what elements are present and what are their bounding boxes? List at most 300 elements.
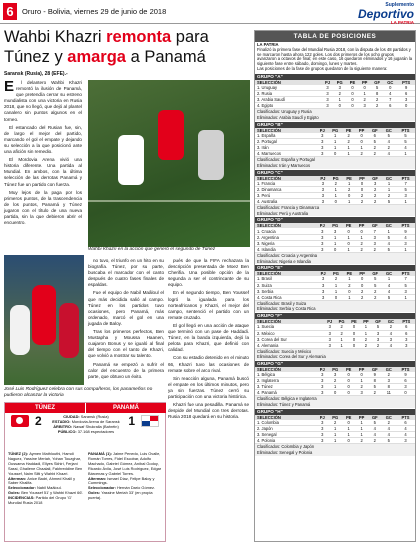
column-header: SELECCIÓN [255, 319, 324, 324]
table-cell: 3 [317, 192, 329, 198]
column-header: PP [356, 271, 369, 276]
table-cell: 3 [316, 372, 328, 378]
table-cell: 2 [343, 186, 356, 192]
article-column-1 [4, 80, 82, 228]
table-cell: 1 [328, 234, 342, 240]
table-cell: 2 [356, 288, 369, 294]
table-cell: 1 [342, 246, 355, 252]
column-header: PJ [316, 367, 328, 372]
group-table [255, 80, 415, 109]
table-cell: 4. Polonia [255, 438, 316, 444]
table-cell: 4 [382, 240, 397, 246]
standings-intro-text-2: Las posiciones de la fase de grupos quedaron de la siguiente manera: [257, 65, 388, 71]
table-cell: 1 [355, 234, 368, 240]
table-cell: 4. Australia [255, 198, 317, 204]
lineup-row-value: Jaime Penedo, Luis Ovalle, Román Torres, Fidel Escobar, Adolfo Machado, Gabriel Gómez, Aníbal Godoy, Ricardo Ávila, José Luis Rodríguez, Edgar Bárcenas y Gabriel Torres. [88, 451, 162, 476]
standings-intro [255, 42, 415, 73]
table-cell: 6 [398, 330, 415, 336]
standings-title: TABLA DE POSICIONES [255, 31, 415, 42]
column-header: PJ [316, 223, 328, 228]
table-cell: 1 [328, 432, 342, 438]
article-column-3 [168, 258, 249, 422]
table-cell: 0 [346, 85, 358, 91]
table-cell: 3 [322, 97, 333, 103]
table-cell: 2 [368, 192, 381, 198]
table-cell: 1 [396, 150, 415, 156]
table-cell: 3 [316, 426, 328, 432]
table-cell: 2. Japón [255, 426, 316, 432]
column-header: GC [383, 80, 397, 85]
article-paragraph: El gol llegó en una acción de ataque que terminó con un pase de Haddadi. Túnez, en la banda izquierda, dejó la pelota para Khazri, que definió con calidad. [168, 322, 249, 353]
table-cell: 2. Dinamarca [255, 186, 317, 192]
column-header: GF [371, 80, 384, 85]
table-header-row [255, 223, 415, 228]
table-cell: 3. Serbia [255, 288, 317, 294]
table-row [255, 438, 415, 444]
lineup-row-key: Seleccionador: [8, 485, 37, 491]
table-cell: 4 [382, 426, 397, 432]
column-header: PG [335, 319, 348, 324]
pitch-line [88, 200, 250, 202]
photo-caption: José Luis Rodríguez celebra con sus compañeros, los panameños no pudieron alcanzar la victoria [4, 387, 153, 398]
table-cell: 3 [316, 378, 328, 384]
table-cell: 7 [396, 276, 415, 282]
table-cell: 0 [328, 246, 342, 252]
table-cell: 3 [316, 228, 328, 234]
table-cell: 1 [355, 426, 368, 432]
column-header: PE [343, 271, 356, 276]
table-cell: 3 [316, 432, 328, 438]
article-paragraph: Tras los primeros perfectos, Ben Mustapha y Moussa Haanen, cuajaron Bonus y se igualó al final del tiempo con el tanto de Khazri, que volvió a mostrar su talento. [88, 329, 164, 359]
table-cell: 1 [355, 378, 368, 384]
column-header: PG [329, 176, 343, 181]
table-cell: 0 [356, 186, 369, 192]
table-cell: 9 [368, 372, 381, 378]
table-row [255, 342, 415, 348]
table-cell: 1 [382, 181, 396, 187]
standings-group [255, 265, 415, 312]
table-cell: 3 [317, 198, 329, 204]
headline-part: para [171, 28, 209, 46]
table-cell: 3 [322, 103, 333, 109]
table-cell: 5 [368, 420, 381, 426]
table-cell: 3. Nigeria [255, 240, 316, 246]
lineup-row-key: INCIDENCIAS: [8, 495, 36, 501]
table-cell: 2 [368, 144, 381, 150]
table-cell: 3 [316, 438, 328, 444]
table-cell: 1 [355, 432, 368, 438]
table-cell: 0 [397, 103, 415, 109]
column-header: GC [382, 415, 397, 420]
column-header: PE [343, 176, 356, 181]
column-header: PJ [317, 271, 329, 276]
table-cell: 4 [368, 432, 381, 438]
group-title: GRUPO "C" [255, 170, 415, 176]
standings-group [255, 313, 415, 360]
qualified-teams: Clasificados: Colombia y Japón [255, 444, 415, 450]
column-header: GC [382, 223, 397, 228]
table-cell: 0 [342, 372, 355, 378]
table-cell: 9 [396, 228, 415, 234]
table-cell: 3 [317, 181, 329, 187]
table-row [255, 294, 415, 300]
match-info-row-key: ESTADIO: [52, 418, 72, 424]
table-cell: 2 [333, 91, 346, 97]
table-cell: 5 [372, 324, 384, 330]
byline: Saransk (Rusia), 28 (EFE).- [4, 71, 68, 77]
standings-group [255, 74, 415, 121]
lineup-row-value: Ben Youssef 51' y Wahbi Khazri 66'. [21, 490, 84, 496]
table-cell: 6 [383, 103, 397, 109]
table-cell: 1. Bélgica [255, 372, 316, 378]
eliminated-teams: Eliminados: Serbia y Costa Rica [255, 306, 415, 312]
table-cell: 3 [355, 390, 368, 396]
table-cell: 3. Senegal [255, 432, 316, 438]
table-cell: 3 [382, 378, 397, 384]
table-cell: 3 [322, 91, 333, 97]
table-cell: 1 [396, 294, 415, 300]
standings-source: LA PATRIA [257, 42, 279, 47]
table-cell: 3. Túnez [255, 384, 316, 390]
article-paragraph: Sin reacción alguna, Panamá buscó el empate en los últimos minutos, pero ya sin fuerzas. Túnez cerró su participación con una victoria histórica. [168, 375, 249, 399]
article-paragraph: Muy lejos de la paga por los primeros puntos, de la trascendencia de los puntos, Panamá y Túnez jugaron con el título de una nueva partida, sin la que debieron abrir el encuentro. [4, 189, 82, 226]
standings-intro-text: Finalizó la primera fase del Mundial Rusia 2018, con la disputa de los 48 partidos y se marcaron hasta ahora 122 goles. Los dos primeros de los ocho grupos avanzaron a octavos de final; en este caso, 16 quedaron eliminados y 16 jugarán la siguiente fase entre sábado, domingo, lunes y martes. [257, 46, 413, 67]
table-cell: 2 [328, 420, 342, 426]
table-cell: 1 [343, 294, 356, 300]
table-cell: 0 [342, 228, 355, 234]
table-cell: 0 [329, 198, 343, 204]
table-cell: 1 [342, 150, 355, 156]
table-cell: 5 [382, 133, 397, 139]
player-figure [59, 303, 79, 358]
table-cell: 3 [328, 372, 342, 378]
table-cell: 4 [396, 144, 415, 150]
table-cell: 3 [316, 420, 328, 426]
table-row [255, 150, 415, 156]
table-cell: 0 [343, 192, 356, 198]
column-header: PG [329, 271, 343, 276]
table-cell: 1 [355, 144, 368, 150]
table-cell: 0 [348, 336, 360, 342]
team-left-name: TÚNEZ [5, 403, 85, 413]
column-header: GF [368, 367, 381, 372]
article-paragraph: Fue el equipo de Nabil Maâloul el que más decidida salió al campo. Túnez en los partidos tuvo ocasiones, pero Panamá, más ordenado, marcó el gol en una jugada de Baloy. [88, 290, 164, 326]
table-cell: 4 [382, 432, 397, 438]
table-cell: 2 [342, 133, 355, 139]
column-header: PG [333, 80, 346, 85]
standings-panel [254, 30, 416, 542]
column-header: PJ [322, 80, 333, 85]
column-header: SELECCIÓN [255, 223, 316, 228]
table-cell: 0 [356, 282, 369, 288]
match-info-row-key: CIUDAD: [63, 414, 81, 419]
table-cell: 3 [316, 384, 328, 390]
table-cell: 3 [398, 336, 415, 342]
table-cell: 0 [348, 342, 360, 348]
headline-highlight: remonta [106, 28, 172, 46]
eliminated-teams: Eliminados: Perú y Australia [255, 211, 415, 217]
column-header: SELECCIÓN [255, 176, 317, 181]
table-cell: 5 [396, 282, 415, 288]
table-cell: 2 [382, 420, 397, 426]
column-header: PP [355, 415, 368, 420]
table-cell: 6 [397, 91, 415, 97]
table-cell: 3 [316, 234, 328, 240]
table-cell: 2 [355, 246, 368, 252]
table-cell: 7 [368, 228, 381, 234]
table-cell: 3 [368, 181, 381, 187]
group-table [255, 415, 415, 444]
lineup-row [88, 491, 166, 501]
lineup-row-value: Nabil Maâloul. [36, 485, 62, 491]
column-header: PTS [396, 367, 415, 372]
table-cell: 2 [335, 330, 348, 336]
column-header: PJ [316, 128, 328, 133]
table-cell: 1 [329, 186, 343, 192]
table-cell: 2. Rusia [255, 91, 322, 97]
column-header: PTS [396, 415, 415, 420]
table-cell: 0 [343, 288, 356, 294]
column-header: PP [355, 223, 368, 228]
table-cell: 3 [317, 282, 329, 288]
table-cell: 2 [368, 246, 381, 252]
table-cell: 1. Francia [255, 181, 317, 187]
table-cell: 0 [355, 133, 368, 139]
table-cell: 4. Alemania [255, 342, 324, 348]
column-header: PJ [316, 415, 328, 420]
article-paragraph: Panamá se empezó a sufrir el calor del encuentro de la primera parte, que obtuvo un éxito. [88, 361, 164, 379]
table-cell: 2 [369, 294, 382, 300]
lineup-row-key: Alterman: [8, 475, 28, 481]
group-table [255, 176, 415, 205]
player-figure [158, 110, 184, 160]
table-cell: 3 [324, 324, 335, 330]
eliminated-teams: Eliminados: Irán y Marruecos [255, 163, 415, 169]
match-summary [4, 402, 166, 542]
column-header: PG [328, 367, 342, 372]
qualified-teams: Clasificados: Brasil y Suiza [255, 301, 415, 307]
table-cell: 0 [355, 228, 368, 234]
table-cell: 1 [360, 330, 372, 336]
table-cell: 0 [396, 390, 415, 396]
group-title: GRUPO "E" [255, 265, 415, 271]
table-cell: 3 [396, 288, 415, 294]
table-cell: 1 [342, 432, 355, 438]
table-header-row [255, 176, 415, 181]
standings-group [255, 361, 415, 408]
table-cell: 1 [328, 133, 342, 139]
match-info-row-value: Mordovia Arena de Saransk [71, 418, 120, 424]
table-cell: 2 [372, 342, 384, 348]
table-cell: 4. Costa Rica [255, 294, 317, 300]
group-title: GRUPO "A" [255, 74, 415, 80]
logo-main: Deportivo [357, 7, 414, 21]
table-cell: 2 [356, 198, 369, 204]
table-cell: 1 [328, 144, 342, 150]
table-cell: 0 [346, 91, 358, 97]
table-cell: 2 [329, 181, 343, 187]
table-cell: 11 [382, 390, 397, 396]
table-cell: 3 [372, 336, 384, 342]
table-cell: 2 [368, 150, 381, 156]
table-cell: 3 [397, 97, 415, 103]
table-cell: 2 [369, 288, 382, 294]
column-header: PG [328, 415, 342, 420]
eliminated-teams: Eliminados: Corea del Sur y Alemania [255, 354, 415, 360]
table-cell: 3 [316, 240, 328, 246]
table-cell: 0 [355, 138, 368, 144]
table-cell: 5 [369, 282, 382, 288]
column-header: GC [382, 367, 397, 372]
table-cell: 2 [368, 390, 381, 396]
table-cell: 5 [396, 138, 415, 144]
table-cell: 3. Arabia Saudí [255, 97, 322, 103]
tunisia-flag-icon [11, 415, 29, 427]
table-cell: 1 [359, 91, 371, 97]
table-cell: 0 [342, 390, 355, 396]
photo-caption: Wahbi Khazri en la acción que generó el segundo de Túnez [88, 247, 216, 252]
column-header: GF [368, 223, 381, 228]
table-cell: 0 [329, 294, 343, 300]
table-cell: 2 [342, 138, 355, 144]
table-cell: 2 [355, 150, 368, 156]
page-header [0, 0, 420, 24]
table-cell: 2 [368, 198, 381, 204]
logo-bottom: LA PATRIA [390, 20, 414, 25]
table-cell: 2 [371, 97, 384, 103]
table-cell: 3 [317, 186, 329, 192]
table-cell: 2 [329, 276, 343, 282]
column-header: PE [346, 80, 358, 85]
player-figure [198, 130, 224, 180]
table-cell: 0 [359, 85, 371, 91]
table-cell: 3 [396, 240, 415, 246]
qualified-teams: Clasificados: Uruguay y Rusia [255, 109, 415, 115]
table-cell: 1 [333, 97, 346, 103]
eliminated-teams: Eliminados: Arabia Saudí y Egipto [255, 115, 415, 121]
table-cell: 1 [360, 324, 372, 330]
table-cell: 2 [355, 384, 368, 390]
table-cell: 3 [384, 336, 397, 342]
standings-group [255, 170, 415, 217]
table-cell: 3 [368, 234, 381, 240]
match-info [49, 415, 123, 435]
table-cell: 2. Portugal [255, 138, 316, 144]
column-header: PE [342, 367, 355, 372]
table-cell: 9 [397, 85, 415, 91]
table-cell: 1 [329, 192, 343, 198]
group-table [255, 319, 415, 348]
table-cell: 4 [368, 426, 381, 432]
table-cell: 3 [316, 246, 328, 252]
column-header: GF [368, 415, 381, 420]
table-cell: 2. México [255, 330, 324, 336]
table-cell: 3 [322, 85, 333, 91]
table-cell: 0 [342, 420, 355, 426]
table-cell: 3 [316, 144, 328, 150]
table-cell: 1 [328, 426, 342, 432]
table-cell: 1. Colombia [255, 420, 316, 426]
column-header: PTS [396, 128, 415, 133]
column-header: PP [355, 367, 368, 372]
table-cell: 1 [343, 181, 356, 187]
column-header: GF [368, 128, 381, 133]
table-cell: 0 [342, 378, 355, 384]
group-table [255, 223, 415, 252]
headline-part: a Panamá [125, 48, 206, 66]
table-cell: 1 [396, 198, 415, 204]
column-header: PJ [324, 319, 335, 324]
table-cell: 3. Perú [255, 192, 317, 198]
column-header: PG [328, 128, 342, 133]
column-header: PTS [397, 80, 415, 85]
table-cell: 0 [356, 276, 369, 282]
table-row [255, 246, 415, 252]
lineup-row-key: Goles: [8, 490, 22, 496]
table-cell: 4 [396, 426, 415, 432]
table-cell: 4 [384, 330, 397, 336]
article-paragraph: El estancado del Rusian fue, sin, de largo el mejor del partido, marcando el gol el empate y dejando su selección a la que posicionó ante una afición sin remedio. [4, 124, 82, 155]
panama-flag-icon [141, 415, 159, 427]
match-info-row-key: ÁRBITRO: [53, 423, 74, 429]
table-cell: 3 [372, 330, 384, 336]
table-cell: 4 [382, 150, 397, 156]
article-paragraph: no tuvo, el triunfo en un hito en su biografía. Túnez, por su parte, buscaba el marcador con el canto después de cuatro fases finales de espaldas. [88, 258, 164, 288]
table-cell: 0 [346, 97, 358, 103]
table-cell: 5 [396, 186, 415, 192]
dateline: Oruro - Bolivia, viernes 29 de junio de 2018 [22, 7, 167, 16]
group-title: GRUPO "G" [255, 361, 415, 367]
table-cell: 1 [396, 246, 415, 252]
lineup-row [8, 496, 86, 506]
table-cell: 2 [384, 324, 397, 330]
table-cell: 1 [328, 138, 342, 144]
table-cell: 3 [324, 336, 335, 342]
table-cell: 1 [382, 228, 397, 234]
column-header: PTS [396, 176, 415, 181]
table-cell: 4. Marruecos [255, 150, 316, 156]
table-cell: 3 [328, 228, 342, 234]
table-cell: 2 [356, 192, 369, 198]
table-cell: 3 [359, 103, 371, 109]
table-cell: 5 [368, 384, 381, 390]
table-cell: 4. Egipto [255, 103, 322, 109]
table-cell: 1 [343, 198, 356, 204]
table-cell: 2. Argentina [255, 234, 316, 240]
table-cell: 6 [398, 324, 415, 330]
table-cell: 3 [398, 342, 415, 348]
headline-part: Túnez y [4, 48, 68, 66]
column-header: PE [342, 223, 355, 228]
column-header: PP [360, 319, 372, 324]
column-header: GF [372, 319, 384, 324]
lineup-row-key: Goles: [88, 490, 102, 496]
dropcap: E [4, 78, 15, 95]
lineup-row-value: Yassine Meriah 33' (en propia puerta). [88, 490, 153, 501]
table-cell: 2 [371, 103, 384, 109]
table-cell: 1 [382, 186, 396, 192]
table-cell: 1 [335, 336, 348, 342]
lineup-left [8, 452, 86, 506]
table-cell: 5 [382, 246, 397, 252]
article-paragraph: pués de que la FIFA rechazara la descripción presentada de Moez Ben Cherifia. Una posible opción de la segunda a ser el contrincante de su equipo. [168, 258, 249, 288]
article-paragraph: En el segundo tiempo, Ben Youssef logró la igualada para los norteafricanos y Khazri, el mejor del campo, sentenció el partido con un remate cruzado. [168, 290, 249, 320]
article-column-2 [88, 258, 164, 382]
qualified-teams: Clasificados: Bélgica e Inglaterra [255, 396, 415, 402]
table-cell: 1 [342, 144, 355, 150]
table-cell: 3 [396, 438, 415, 444]
column-header: SELECCIÓN [255, 415, 316, 420]
